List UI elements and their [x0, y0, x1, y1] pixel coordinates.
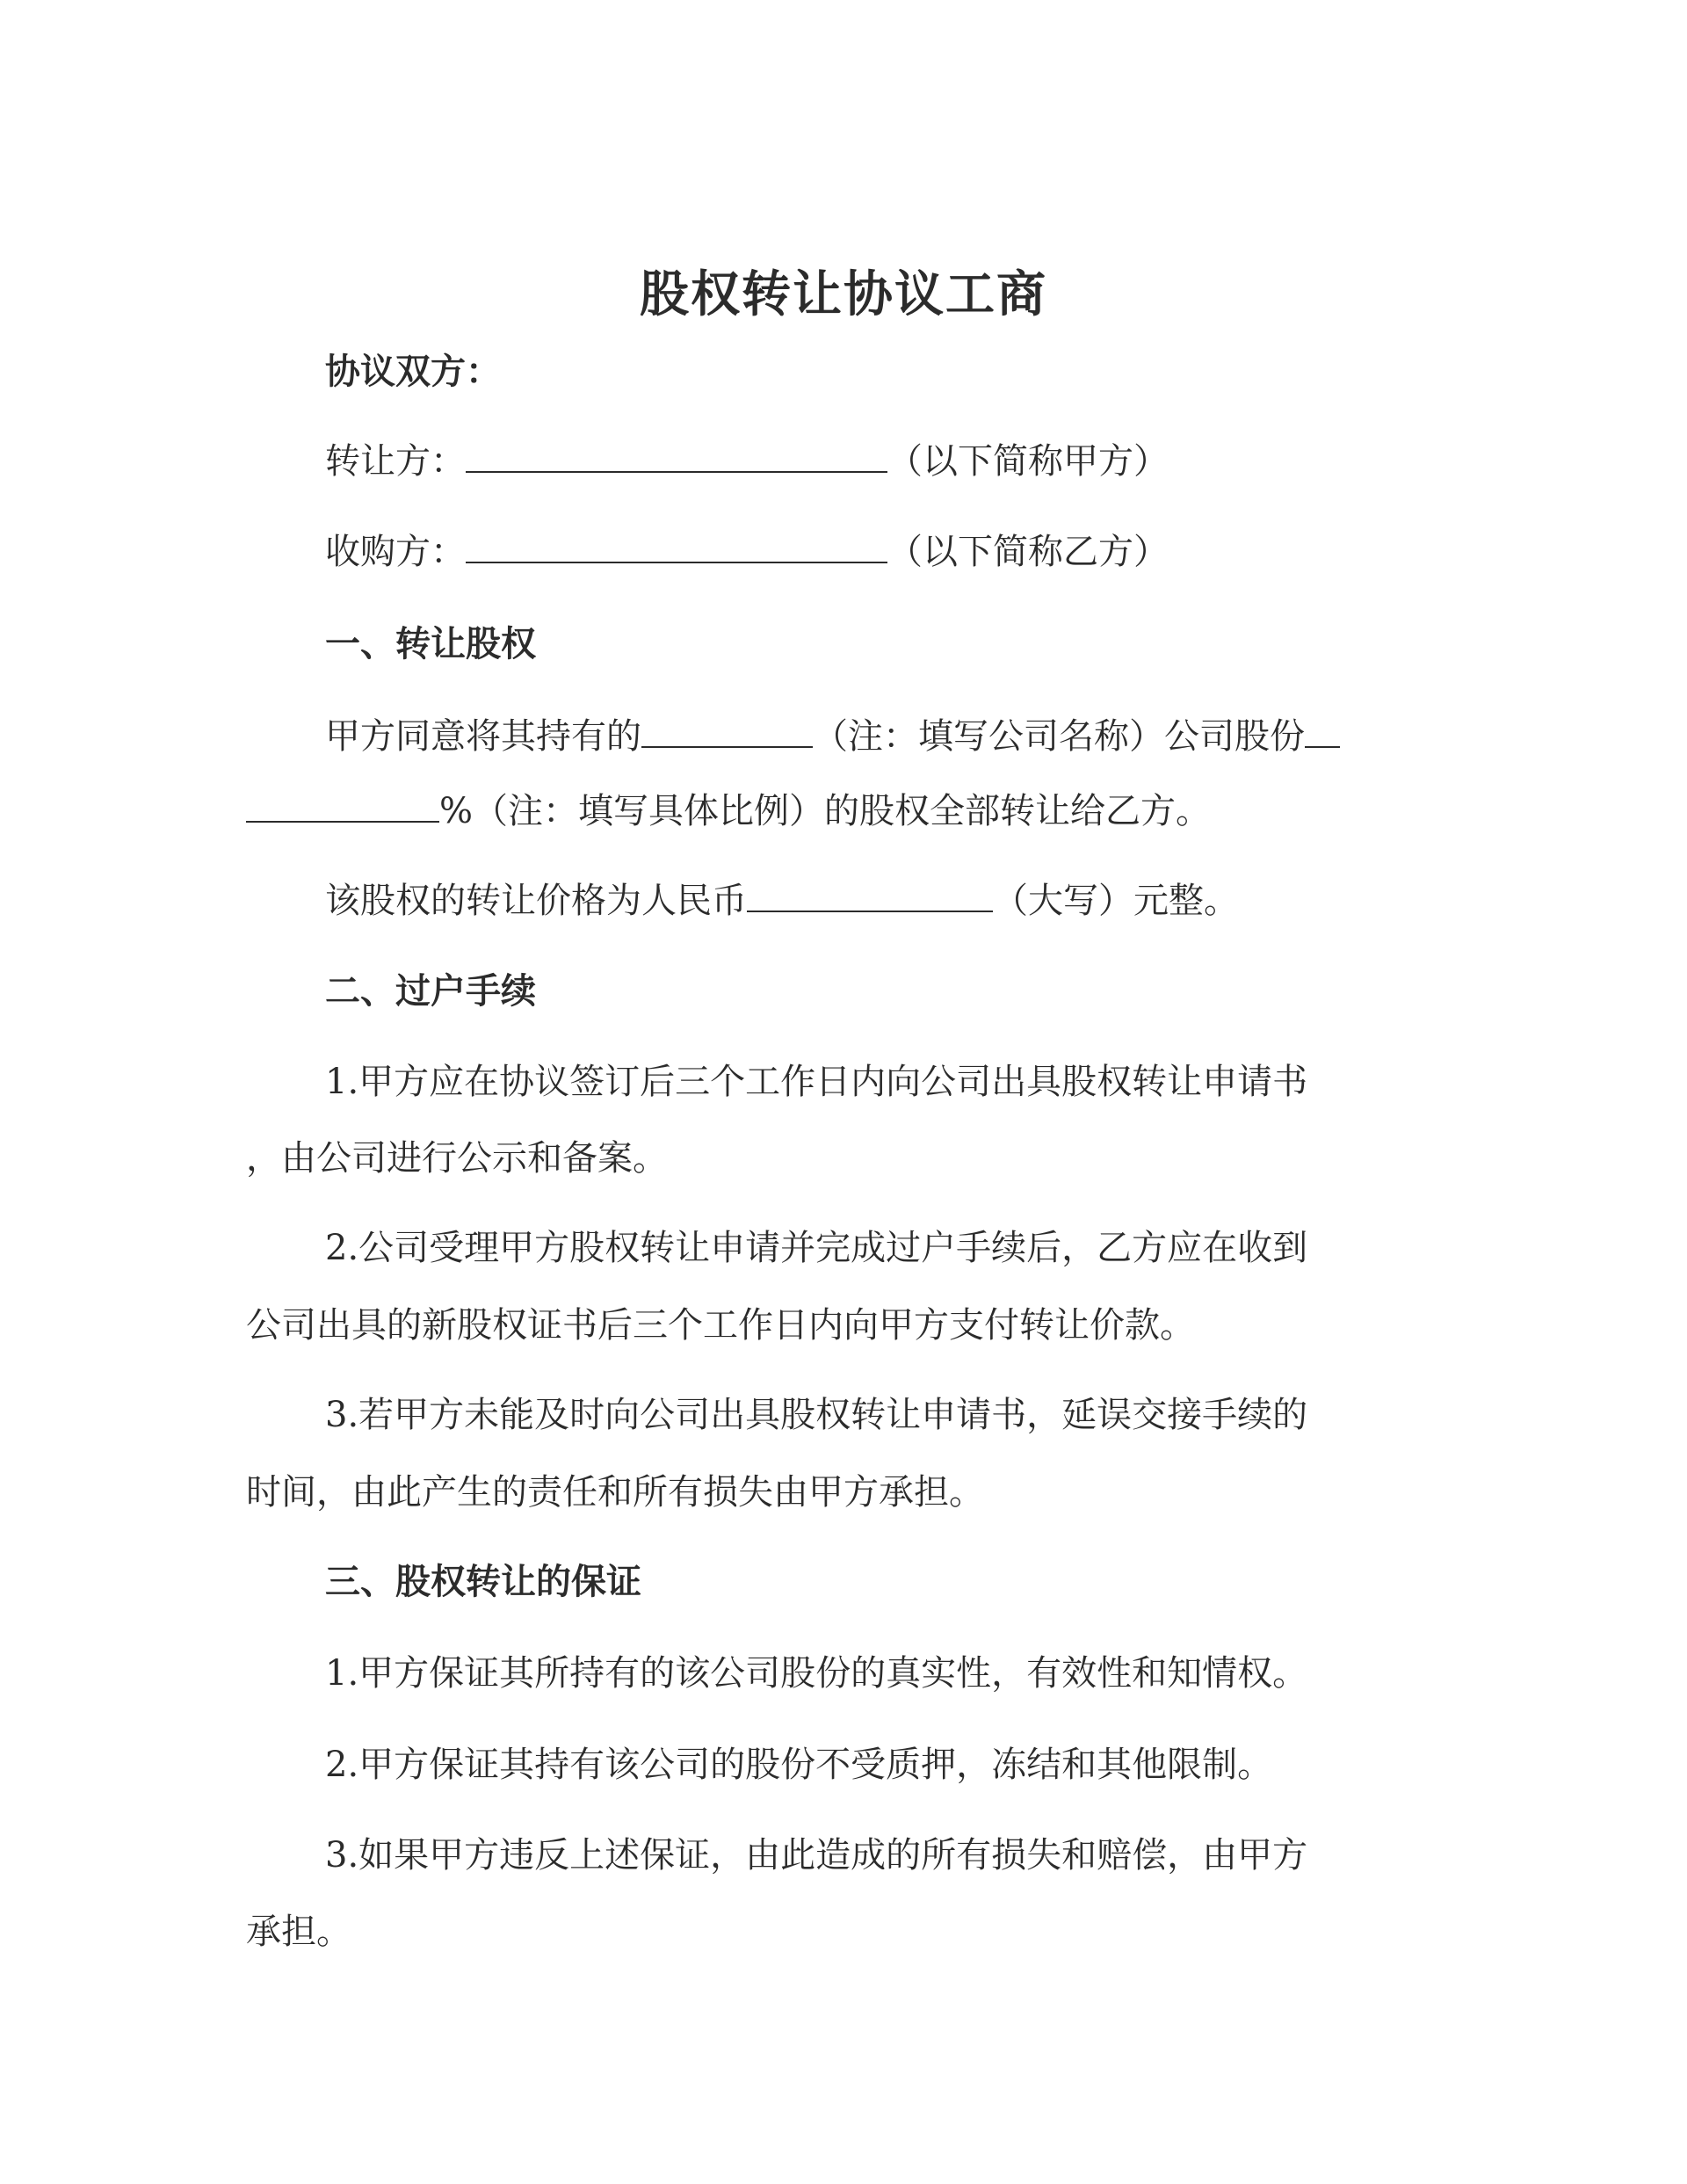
acquirer-blank	[466, 530, 887, 563]
section1-p1-line1	[325, 712, 1340, 761]
transferor-note: （以下简称甲方）	[887, 441, 1169, 482]
section3-item1: 1.甲方保证其所持有的该公司股份的真实性，有效性和知情权。	[325, 1653, 1308, 1694]
percent-blank	[246, 789, 439, 823]
section1-p1-line2	[246, 787, 1211, 836]
section1-p1-text-c: %（注：填写具体比例）的股权全部转让给乙方。	[439, 791, 1212, 831]
section1-p1-text-a: 甲方同意将其持有的	[325, 716, 641, 757]
section2-heading: 二、过户手续	[325, 970, 536, 1012]
section1-p2-text-a: 该股权的转让价格为人民币	[325, 881, 747, 921]
section2-item1-line1: 1.甲方应在协议签订后三个工作日内向公司出具股权转让申请书	[325, 1062, 1308, 1102]
transferor-line	[325, 437, 1169, 486]
parties-heading: 协议双方：	[325, 351, 501, 392]
section3-heading: 三、股权转让的保证	[325, 1561, 641, 1602]
section3-item3-line1: 3.如果甲方违反上述保证，由此造成的所有损失和赔偿，由甲方	[325, 1835, 1308, 1876]
acquirer-line	[325, 527, 1169, 577]
section1-p1-text-b: （注：填写公司名称）公司股份	[813, 716, 1305, 757]
percent-blank-start	[1305, 715, 1340, 748]
section1-p2	[325, 876, 1239, 925]
section2-item2-line1: 2.公司受理甲方股权转让申请并完成过户手续后，乙方应在收到	[325, 1228, 1308, 1268]
section2-item3-line2: 时间，由此产生的责任和所有损失由甲方承担。	[246, 1472, 984, 1513]
company-name-blank	[641, 715, 813, 748]
transferor-label: 转让方：	[325, 441, 466, 482]
acquirer-label: 收购方：	[325, 532, 466, 572]
section1-heading: 一、转让股权	[325, 623, 536, 664]
document-title: 股权转让协议工商	[640, 265, 1047, 323]
section2-item2-line2: 公司出具的新股权证书后三个工作日内向甲方支付转让价款。	[246, 1305, 1195, 1346]
section2-item1-line2: ，由公司进行公示和备案。	[246, 1138, 668, 1179]
section2-item3-line1: 3.若甲方未能及时向公司出具股权转让申请书，延误交接手续的	[325, 1395, 1308, 1435]
price-blank	[747, 879, 993, 912]
section3-item2: 2.甲方保证其持有该公司的股份不受质押，冻结和其他限制。	[325, 1745, 1273, 1785]
acquirer-note: （以下简称乙方）	[887, 532, 1169, 572]
transferor-blank	[466, 439, 887, 473]
section3-item3-line2: 承担。	[246, 1912, 351, 1952]
section1-p2-text-b: （大写）元整。	[993, 881, 1239, 921]
